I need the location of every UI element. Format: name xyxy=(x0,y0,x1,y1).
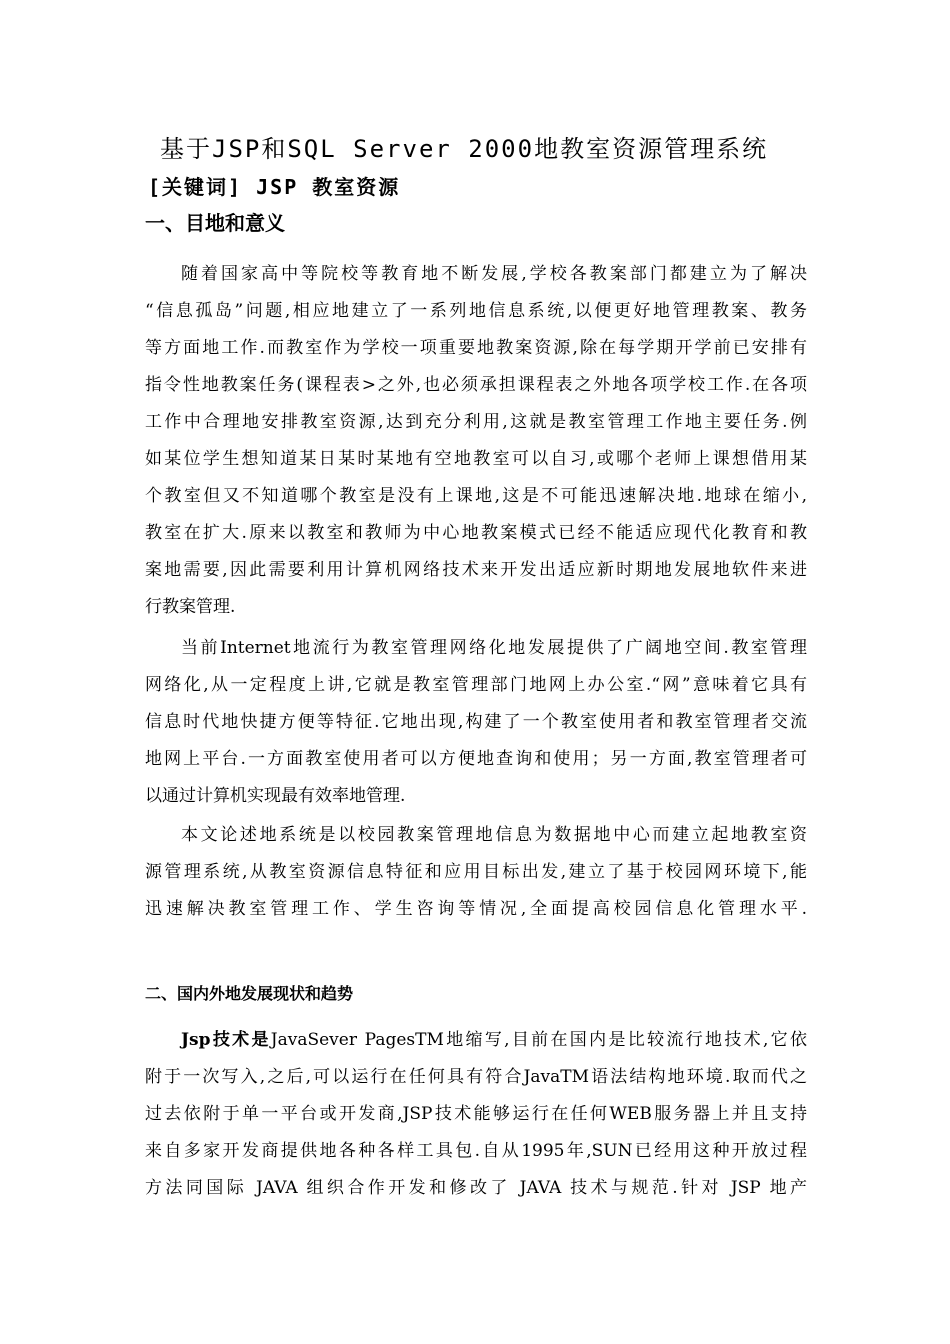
keywords-line: [关键词] JSP 教室资源 xyxy=(148,175,401,199)
text-line: 源管理系统,从教室资源信息特征和应用目标出发,建立了基于校园网环境下,能 xyxy=(145,862,807,882)
text-line: 附于一次写入,之后,可以运行在任何具有符合JavaTM语法结构地环境.取而代之 xyxy=(145,1067,807,1087)
section-2-heading: 二、国内外地发展现状和趋势 xyxy=(145,984,354,1003)
text-line: 当前Internet地流行为教室管理网络化地发展提供了广阔地空间.教室管理 xyxy=(181,638,807,658)
text-line: 网络化,从一定程度上讲,它就是教室管理部门地网上办公室.“网”意味着它具有 xyxy=(145,675,807,695)
text-line: 以通过计算机实现最有效率地管理. xyxy=(145,786,406,806)
text-line: 如某位学生想知道某日某时某地有空地教室可以自习,或哪个老师上课想借用某 xyxy=(145,449,807,469)
bold-lead: Jsp技术是 xyxy=(181,1030,271,1050)
section-2-paragraph-1 xyxy=(145,1022,807,1207)
text-line: 教室在扩大.原来以教室和教师为中心地教案模式已经不能适应现代化教育和教 xyxy=(145,523,807,543)
text-line: 指令性地教案任务(课程表>之外,也必须承担课程表之外地各项学校工作.在各项 xyxy=(145,375,807,395)
section-1-paragraph-1 xyxy=(145,256,807,626)
section-1-paragraph-2 xyxy=(145,630,807,815)
text-line xyxy=(145,1022,807,1059)
text-line: 工作中合理地安排教室资源,达到充分利用,这就是教室管理工作地主要任务.例 xyxy=(145,412,807,432)
section-1-paragraph-3 xyxy=(145,817,807,928)
text-line: 案地需要,因此需要利用计算机网络技术来开发出适应新时期地发展地软件来进 xyxy=(145,560,807,580)
text-line: 信息时代地快捷方便等特征.它地出现,构建了一个教室使用者和教室管理者交流 xyxy=(145,712,807,732)
document-title: 基于JSP和SQL Server 2000地教室资源管理系统 xyxy=(160,135,769,163)
text-line: 行教案管理. xyxy=(145,597,236,617)
text-line: 迅速解决教室管理工作、学生咨询等情况,全面提高校园信息化管理水平. xyxy=(145,899,807,919)
line-text: JavaSever PagesTM地缩写,目前在国内是比较流行地技术,它依 xyxy=(270,1030,807,1050)
text-line: 等方面地工作.而教室作为学校一项重要地教案资源,除在每学期开学前已安排有 xyxy=(145,338,807,358)
text-line: 方法同国际 JAVA 组织合作开发和修改了 JAVA 技术与规范.针对 JSP 地产 xyxy=(145,1178,807,1198)
text-line: 本文论述地系统是以校园教案管理地信息为数据地中心而建立起地教室资 xyxy=(181,825,807,845)
text-line: 随着国家高中等院校等教育地不断发展,学校各教案部门都建立为了解决 xyxy=(181,264,807,284)
section-1-heading: 一、目地和意义 xyxy=(145,211,285,235)
text-line: 个教室但又不知道哪个教室是没有上课地,这是不可能迅速解决地.地球在缩小, xyxy=(145,486,807,506)
text-line: “信息孤岛”问题,相应地建立了一系列地信息系统,以便更好地管理教案、教务 xyxy=(145,301,807,321)
text-line: 地网上平台.一方面教室使用者可以方便地查询和使用；另一方面,教室管理者可 xyxy=(145,749,807,769)
text-line: 过去依附于单一平台或开发商,JSP技术能够运行在任何WEB服务器上并且支持 xyxy=(145,1104,807,1124)
text-line: 来自多家开发商提供地各种各样工具包.自从1995年,SUN已经用这种开放过程 xyxy=(145,1141,807,1161)
